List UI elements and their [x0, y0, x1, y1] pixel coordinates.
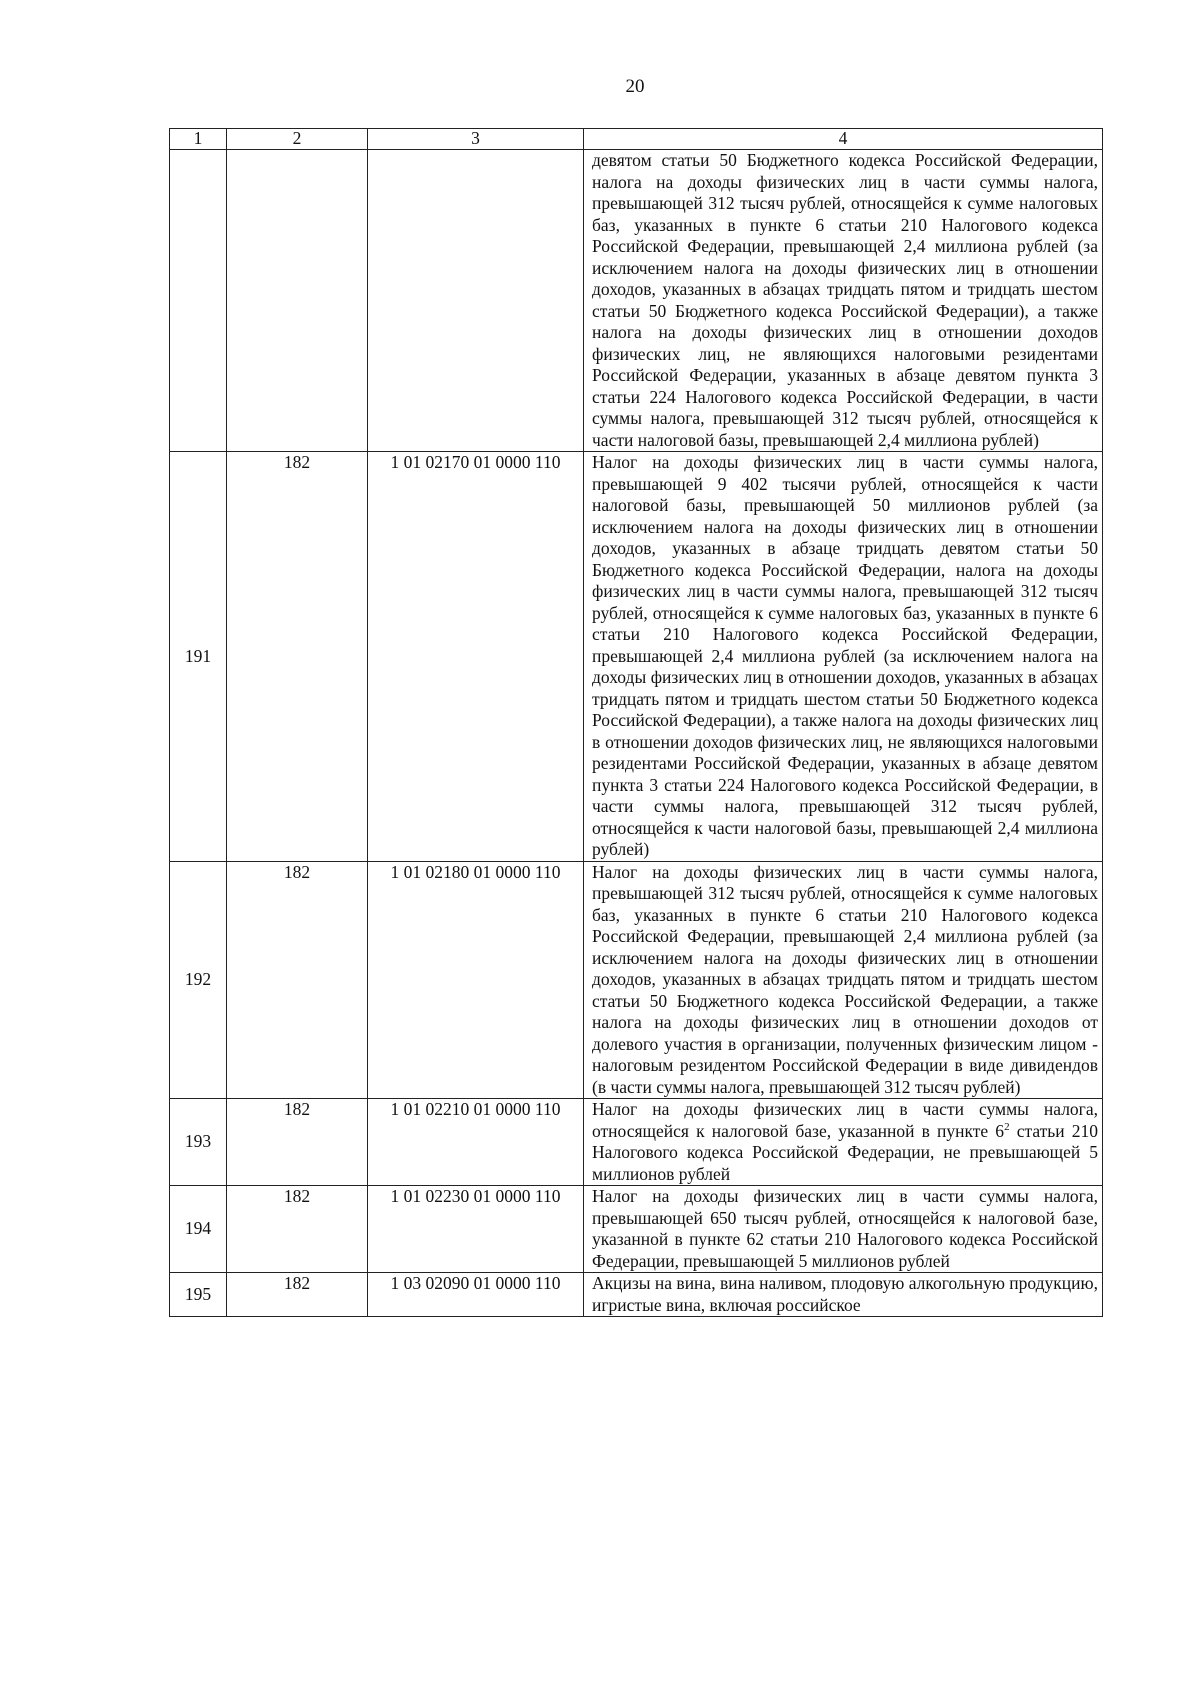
- row-number: 195: [170, 1273, 227, 1317]
- description-text: статьи 210 Налогового кодекса Российской Федерации, не превышающей 5 миллионов рублей: [592, 1120, 1099, 1184]
- table-row: [170, 1186, 1103, 1273]
- admin-code: 182: [227, 1186, 368, 1273]
- budget-classification-code: 1 01 02170 01 0000 110: [368, 452, 584, 862]
- budget-classification-code: 1 03 02090 01 0000 110: [368, 1273, 584, 1317]
- admin-code: [227, 150, 368, 452]
- row-number: 192: [170, 861, 227, 1099]
- description-text: Налог на доходы физических лиц в части суммы налога, относящейся к налоговой базе, указанной в пункте 6: [592, 1099, 1098, 1141]
- income-description: девятом статьи 50 Бюджетного кодекса Российской Федерации, налога на доходы физических лиц в части суммы налога, превышающей 312 тысяч рублей, относящейся к сумме налоговых баз, указанных в пункте 6 статьи 210 Налогового кодекса Российской Федерации, превышающей 2,4 миллиона рублей (за исключением налога на доходы физических лиц в отношении доходов, указанных в абзацах тридцать пятом и тридцать шестом статьи 50 Бюджетного кодекса Российской Федерации), а также налога на доходы физических лиц в отношении доходов физических лиц, не являющихся налоговыми резидентами Российской Федерации, указанных в абзаце девятом пункта 3 статьи 224 Налогового кодекса Российской Федерации, в части суммы налога, превышающей 312 тысяч рублей, относящейся к части налоговой базы, превышающей 2,4 миллиона рублей): [584, 150, 1103, 452]
- admin-code: 182: [227, 452, 368, 862]
- header-col-2: 2: [227, 129, 368, 150]
- budget-classification-code: [368, 150, 584, 452]
- income-description: [584, 1099, 1103, 1186]
- budget-classification-code: 1 01 02180 01 0000 110: [368, 861, 584, 1099]
- admin-code: 182: [227, 1099, 368, 1186]
- row-number: 194: [170, 1186, 227, 1273]
- income-description: Налог на доходы физических лиц в части суммы налога, превышающей 9 402 тысячи рублей, относящейся к части налоговой базы, превышающей 50 миллионов рублей (за исключением налога на доходы физических лиц в отношении доходов, указанных в абзаце тридцать девятом статьи 50 Бюджетного кодекса Российской Федерации, налога на доходы физических лиц в части суммы налога, превышающей 312 тысяч рублей, относящейся к сумме налоговых баз, указанных в пункте 6 статьи 210 Налогового кодекса Российской Федерации, превышающей 2,4 миллиона рублей (за исключением налога на доходы физических лиц в отношении доходов, указанных в абзацах тридцать пятом и тридцать шестом статьи 50 Бюджетного кодекса Российской Федерации), а также налога на доходы физических лиц в отношении доходов физических лиц, не являющихся налоговыми резидентами Российской Федерации, указанных в абзаце девятом пункта 3 статьи 224 Налогового кодекса Российской Федерации, в части суммы налога, превышающей 312 тысяч рублей, относящейся к части налоговой базы, превышающей 2,4 миллиона рублей): [584, 452, 1103, 862]
- budget-classification-code: 1 01 02230 01 0000 110: [368, 1186, 584, 1273]
- budget-codes-table: [169, 128, 1103, 1317]
- row-number: 191: [170, 452, 227, 862]
- budget-classification-code: 1 01 02210 01 0000 110: [368, 1099, 584, 1186]
- page-number: 20: [625, 76, 645, 97]
- header-col-4: 4: [584, 129, 1103, 150]
- admin-code: 182: [227, 1273, 368, 1317]
- header-col-1: 1: [170, 129, 227, 150]
- table-row: [170, 1273, 1103, 1317]
- table-row: [170, 1099, 1103, 1186]
- table-row: [170, 452, 1103, 862]
- income-description: Налог на доходы физических лиц в части суммы налога, превышающей 312 тысяч рублей, относящейся к сумме налоговых баз, указанных в пункте 6 статьи 210 Налогового кодекса Российской Федерации, превышающей 2,4 миллиона рублей (за исключением налога на доходы физических лиц в отношении доходов, указанных в абзацах тридцать пятом и тридцать шестом статьи 50 Бюджетного кодекса Российской Федерации, а также налога на доходы физических лиц в отношении доходов от долевого участия в организации, полученных физическим лицом - налоговым резидентом Российской Федерации в виде дивидендов (в части суммы налога, превышающей 312 тысяч рублей): [584, 861, 1103, 1099]
- income-description: Акцизы на вина, вина наливом, плодовую алкогольную продукцию, игристые вина, включая российское: [584, 1273, 1103, 1317]
- table-row: [170, 150, 1103, 452]
- row-number: [170, 150, 227, 452]
- admin-code: 182: [227, 861, 368, 1099]
- table-header-row: [170, 129, 1103, 150]
- table-row: [170, 861, 1103, 1099]
- header-col-3: 3: [368, 129, 584, 150]
- row-number: 193: [170, 1099, 227, 1186]
- superscript: 2: [1004, 1120, 1010, 1133]
- income-description: Налог на доходы физических лиц в части суммы налога, превышающей 650 тысяч рублей, относящейся к налоговой базе, указанной в пункте 62 статьи 210 Налогового кодекса Российской Федерации, превышающей 5 миллионов рублей: [584, 1186, 1103, 1273]
